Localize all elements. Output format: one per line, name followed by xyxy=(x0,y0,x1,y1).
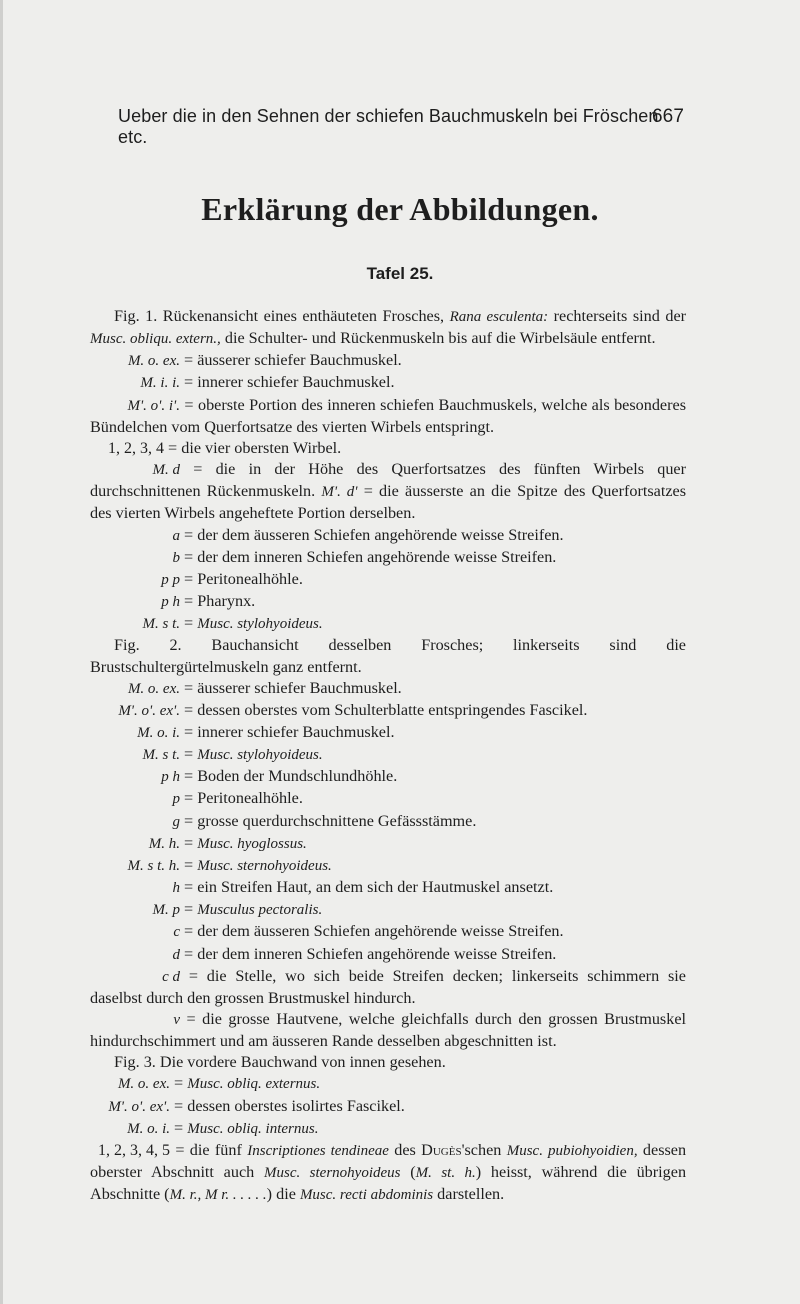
legend-entry: M. h. = Musc. hyoglossus. xyxy=(148,833,307,852)
legend-entry: p h = Pharynx. xyxy=(161,592,256,611)
fig1-intro: Fig. 1. Rückenansicht eines enthäuteten Frosches, Rana esculenta: rechterseits sind der Musc. obliqu. extern., die Schulter- und Rückenmuskeln bis auf die Wirbelsäule entfernt. xyxy=(90,307,687,348)
fig3-intro: Fig. 3. Die vordere Bauchwand von innen gesehen. xyxy=(114,1053,446,1072)
legend-entry: b = der dem inneren Schiefen angehörende weisse Streifen. xyxy=(172,547,557,566)
legend-entry: p h = Boden der Mundschlundhöhle. xyxy=(161,767,398,786)
page-number: 667 xyxy=(651,106,684,127)
legend-entry: M. d = die in der Höhe des Querfortsatzes des fünften Wirbels quer durchschnittenen Rückenmuskeln. M'. d' = die äusserste an die Spitze des Querfortsatzes des vierten Wirbels angeheftete Portion derselben. xyxy=(90,460,687,523)
fig1-species: Rana esculenta: xyxy=(449,309,549,325)
legend-entry: c = der dem äusseren Schiefen angehörende weisse Streifen. xyxy=(173,922,564,941)
legend-entry: M. o. ex. = Musc. obliq. externus. xyxy=(117,1074,321,1093)
legend-entry: d = der dem inneren Schiefen angehörende weisse Streifen. xyxy=(172,944,557,963)
fig1-muscle: Musc. obliqu. extern., xyxy=(90,331,221,348)
legend-entry: M. s t. = Musc. stylohyoideus. xyxy=(142,614,323,633)
legend-entry: M. o. i. = Musc. obliq. internus. xyxy=(127,1118,319,1137)
running-header xyxy=(118,106,684,148)
legend-entry: a = der dem äusseren Schiefen angehörende weisse Streifen. xyxy=(172,525,564,544)
plate-heading: Tafel 25. xyxy=(366,264,434,283)
legend-entry: M. o. ex. = äusserer schiefer Bauchmuskel. xyxy=(127,678,402,697)
legend-entry: M'. o'. ex'. = dessen oberstes isolirtes Fascikel. xyxy=(108,1096,405,1115)
legend-entry: M. s t. h. = Musc. sternohyoideus. xyxy=(127,855,332,874)
legend-entry: 1, 2, 3, 4, 5 = die fünf Inscriptiones tendineae des Dugès'schen Musc. pubiohyoidien, dessen oberster Abschnitt auch Musc. sternohyoideus (M. st. h.) heisst, während die übrigen Abschnitte (M. r., M r. . . . . .) die Musc. recti abdominis darstellen. xyxy=(90,1140,687,1204)
legend-entry: g = grosse querdurchschnittene Gefässstämme. xyxy=(172,811,477,830)
section-title: Erklärung der Abbildungen. xyxy=(201,191,599,227)
legend-entry: M. i. i. = innerer schiefer Bauchmuskel. xyxy=(140,373,395,392)
fig2-intro: Fig. 2. Bauchansicht desselben Frosches; linkerseits sind die Brustschultergürtelmuskeln ganz entfernt. xyxy=(90,636,686,676)
legend-body xyxy=(90,306,686,1206)
legend-entry: p p = Peritonealhöhle. xyxy=(161,569,303,588)
legend-entry: 1, 2, 3, 4 = die vier obersten Wirbel. xyxy=(108,438,342,457)
legend-entry: M. s t. = Musc. stylohyoideus. xyxy=(142,745,323,764)
legend-entry: h = ein Streifen Haut, an dem sich der Hautmuskel ansetzt. xyxy=(172,878,554,897)
legend-entry: v = die grosse Hautvene, welche gleichfalls durch den grossen Brustmuskel hindurchschimmert und am äusseren Rande desselben abgeschnitten ist. xyxy=(90,1010,687,1051)
legend-entry: c d = die Stelle, wo sich beide Streifen decken; linkerseits schimmern sie daselbst durch den grossen Brustmuskel hindurch. xyxy=(90,966,686,1007)
legend-entry: M'. o'. i'. = oberste Portion des inneren schiefen Bauchmuskels, welche als besonderes Bündelchen vom Querfortsatze des vierten Wirbels entspringt. xyxy=(90,395,686,436)
running-title: Ueber die in den Sehnen der schiefen Bauchmuskeln bei Fröschen etc. xyxy=(118,106,659,147)
legend-entry: M. p = Musculus pectoralis. xyxy=(152,900,323,919)
legend-entry: M. o. i. = innerer schiefer Bauchmuskel. xyxy=(137,722,395,741)
legend-entry: M'. o'. ex'. = dessen oberstes vom Schulterblatte entspringendes Fascikel. xyxy=(118,700,588,719)
legend-entry: p = Peritonealhöhle. xyxy=(172,789,303,808)
legend-entry: M. o. ex. = äusserer schiefer Bauchmuskel. xyxy=(127,351,402,370)
